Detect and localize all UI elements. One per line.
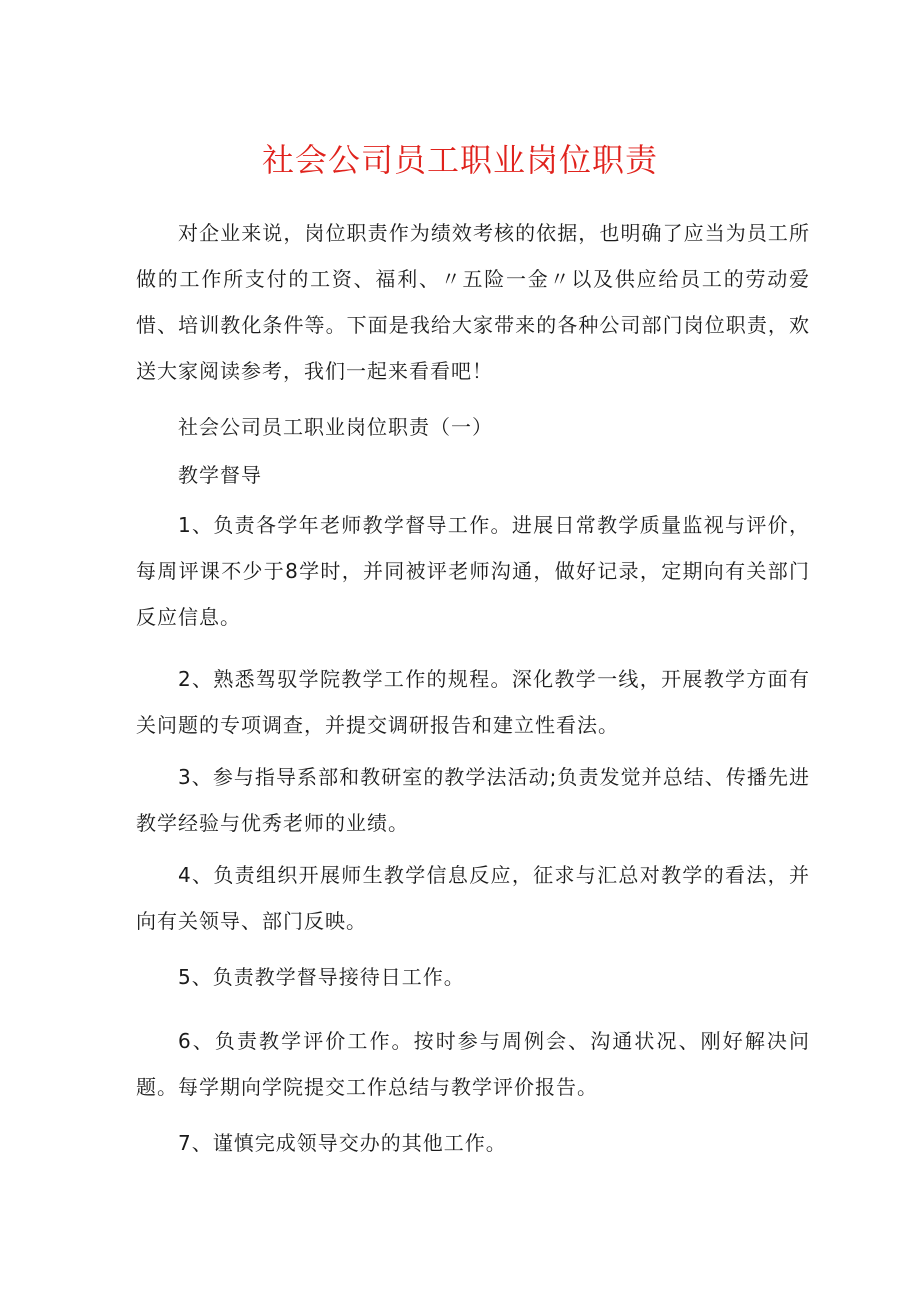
duty-item-5: 5、负责教学督导接待日工作。	[178, 965, 465, 989]
duty-item-4: 4、负责组织开展师生教学信息反应，征求与汇总对教学的看法，并向有关领导、部门反映。	[136, 863, 810, 933]
duty-item-6: 6、负责教学评价工作。按时参与周例会、沟通状况、刚好解决问题。每学期向学院提交工作总结与教学评价报告。	[136, 1029, 810, 1099]
duty-item-1: 1、负责各学年老师教学督导工作。进展日常教学质量监视与评价，每周评课不少于8学时，并同被评老师沟通，做好记录，定期向有关部门反应信息。	[136, 513, 810, 629]
duty-item-7: 7、谨慎完成领导交办的其他工作。	[178, 1131, 507, 1155]
intro-paragraph: 对企业来说，岗位职责作为绩效考核的依据，也明确了应当为员工所做的工作所支付的工资、福利、〃五险一金〃以及供应给员工的劳动爱惜、培训教化条件等。下面是我给大家带来的各种公司部门岗位职责，欢送大家阅读参考，我们一起来看看吧！	[136, 221, 810, 383]
role-heading: 教学督导	[178, 463, 262, 487]
document-title: 社会公司员工职业岗位职责	[261, 141, 658, 179]
duty-item-3: 3、参与指导系部和教研室的教学法活动;负责发觉并总结、传播先进教学经验与优秀老师的业绩。	[136, 765, 810, 835]
section-title: 社会公司员工职业岗位职责（一）	[178, 415, 493, 439]
duty-item-2: 2、熟悉驾驭学院教学工作的规程。深化教学一线，开展教学方面有关问题的专项调查，并提交调研报告和建立性看法。	[136, 667, 810, 737]
